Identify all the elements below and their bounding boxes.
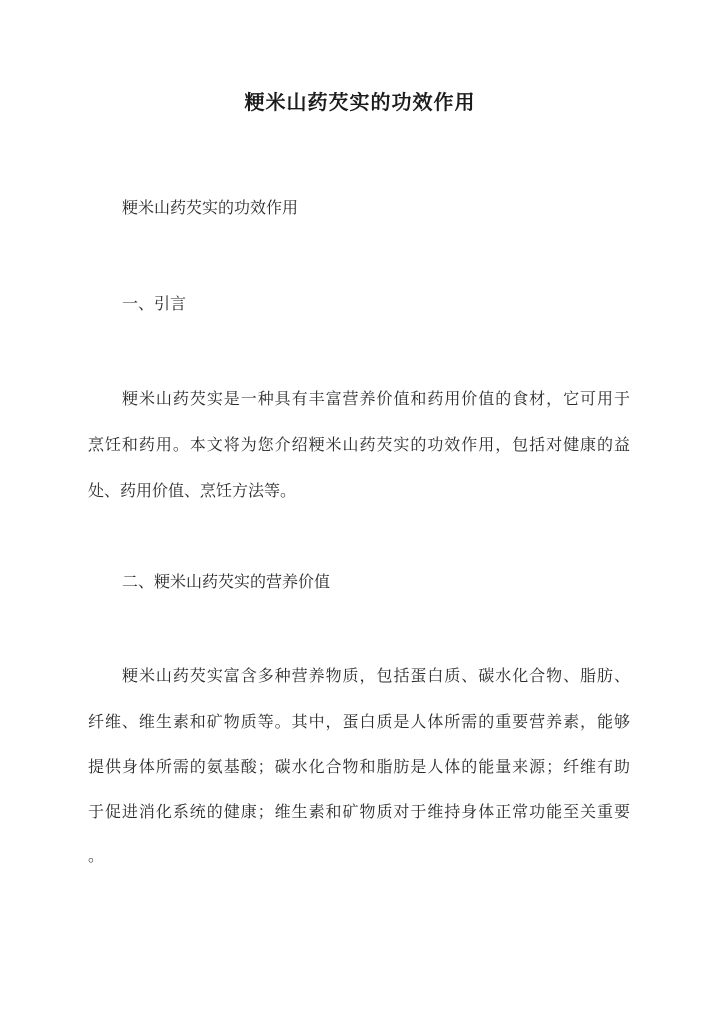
paragraph-line: 提供身体所需的氨基酸；碳水化合物和脂肪是人体的能量来源；纤维有助 <box>88 757 630 776</box>
section-heading-introduction: 一、引言 <box>122 294 187 313</box>
paragraph-line: 烹饪和药用。本文将为您介绍粳米山药芡实的功效作用，包括对健康的益 <box>88 435 630 454</box>
paragraph-line: 于促进消化系统的健康；维生素和矿物质对于维持身体正常功能至关重要 <box>88 802 630 821</box>
paragraph-line: 粳米山药芡实是一种具有丰富营养价值和药用价值的食材，它可用于 <box>122 389 630 408</box>
paragraph-line: 纤维、维生素和矿物质等。其中，蛋白质是人体所需的重要营养素，能够 <box>88 712 630 731</box>
paragraph-line: 处、药用价值、烹饪方法等。 <box>88 481 297 500</box>
paragraph-line: 。 <box>88 846 105 865</box>
section-heading-nutrition: 二、粳米山药芡实的营养价值 <box>122 572 331 591</box>
document-title: 粳米山药芡实的功效作用 <box>244 90 476 114</box>
document-subtitle: 粳米山药芡实的功效作用 <box>122 198 299 217</box>
paragraph-line: 粳米山药芡实富含多种营养物质，包括蛋白质、碳水化合物、脂肪、 <box>122 666 630 685</box>
